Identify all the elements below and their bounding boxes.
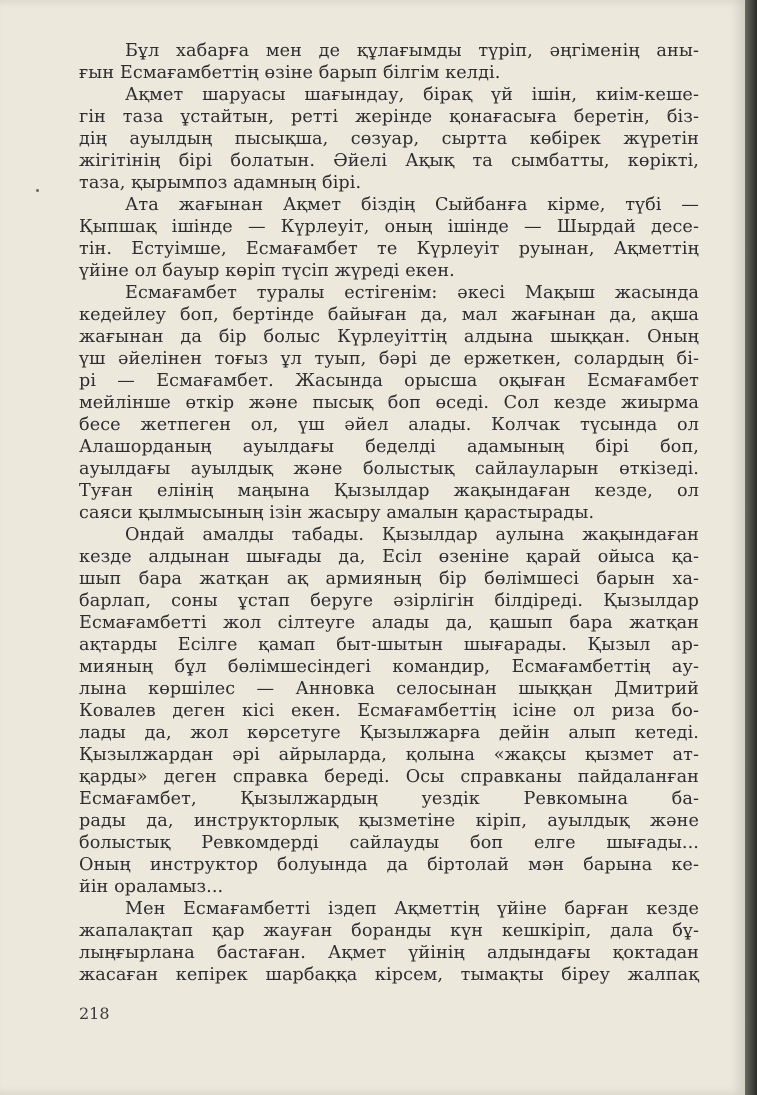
text-line: Алашорданың ауылдағы беделді адамының бірі боп, <box>79 437 699 457</box>
text-line: лына көршілес — Анновка селосынан шыққан Дмитрий <box>79 679 699 699</box>
text-line: Ондай амалды табады. Қызылдар аулына жақындаған <box>125 525 699 545</box>
text-line: жасаған кепірек шарбаққа кірсем, тымақты біреу жалпақ <box>79 965 699 985</box>
text-line: жігітінің бірі болатын. Әйелі Ақық та сымбатты, көрікті, <box>79 151 699 171</box>
text-line: Оның инструктор болуында да біртолай мән барына ке- <box>79 855 699 875</box>
paragraph <box>79 194 699 282</box>
paragraph <box>79 40 699 84</box>
paragraph <box>79 282 699 524</box>
text-line: Бұл хабарға мен де құлағымды түріп, әңгіменің аны- <box>125 41 699 61</box>
text-line: үш әйелінен тоғыз ұл туып, бәрі де ержеткен, солардың бі- <box>79 349 699 369</box>
paragraph <box>79 84 699 194</box>
paper-speck <box>36 189 39 192</box>
text-line: бесе жетпеген ол, үш әйел алады. Колчак түсында ол <box>79 415 699 435</box>
text-line: ақтарды Есілге қамап быт-шытын шығарады. Қызыл ар- <box>79 635 699 655</box>
text-line: шып бара жатқан ақ армияның бір бөлімшесі барын ха- <box>79 569 699 589</box>
text-line: үйіне ол бауыр көріп түсіп жүреді екен. <box>79 261 455 281</box>
text-line: жапалақтап қар жауған боранды күн кешкіріп, дала бұ- <box>79 921 699 941</box>
text-line: қарды» деген справка береді. Осы справканы пайдаланған <box>79 767 699 787</box>
text-line: лыңғырлана бастаған. Ақмет үйінің алдындағы қоктадан <box>79 943 699 963</box>
text-line: Қызылжардан әрі айрыларда, қолына «жақсы қызмет ат- <box>79 745 699 765</box>
text-line: гін таза ұстайтын, ретті жерінде қонағасыға беретін, біз- <box>79 107 699 127</box>
text-line: Есмағамбет, Қызылжардың уездік Ревкомына ба- <box>79 789 699 809</box>
text-line: кедейлеу боп, бертінде байыған да, мал жағынан да, ақша <box>79 305 699 325</box>
book-spine-edge <box>745 0 757 1095</box>
text-line: тін. Естуімше, Есмағамбет те Күрлеуіт руынан, Ақметтің <box>79 239 699 259</box>
text-line: рады да, инструкторлық қызметіне кіріп, ауылдық және <box>79 811 699 831</box>
paragraph <box>79 524 699 898</box>
text-line: ғын Есмағамбеттің өзіне барып білгім келді. <box>79 63 501 83</box>
text-line: Туған елінің маңына Қызылдар жақындаған кезде, ол <box>79 481 699 501</box>
text-line: жағынан да бір болыс Күрлеуіттің алдына шыққан. Оның <box>79 327 699 347</box>
text-line: Ковалев деген кісі екен. Есмағамбеттің ісіне ол риза бо- <box>79 701 699 721</box>
text-line: ауылдағы ауылдық және болыстық сайлауларын өткізеді. <box>79 459 699 479</box>
text-line: Қыпшақ ішінде — Күрлеуіт, оның ішінде — Шырдай десе- <box>79 217 699 237</box>
page-number: 218 <box>79 1004 110 1023</box>
text-line: Ақмет шаруасы шағындау, бірақ үй ішін, киім-кеше- <box>125 85 699 105</box>
text-line: мияның бұл бөлімшесіндегі командир, Есмағамбеттің ау- <box>79 657 699 677</box>
text-line: лады да, жол көрсетуге Қызылжарға дейін алып кетеді. <box>79 723 699 743</box>
text-line: рі — Есмағамбет. Жасында орысша оқыған Есмағамбет <box>79 371 699 391</box>
paragraph <box>79 898 699 986</box>
text-line: таза, қырымпоз адамның бірі. <box>79 173 362 193</box>
text-line: барлап, соны ұстап беруге әзірлігін білдіреді. Қызылдар <box>79 591 699 611</box>
text-line: йін ораламыз... <box>79 877 224 897</box>
text-line: мейлінше өткір және пысық боп өседі. Сол кезде жиырма <box>79 393 699 413</box>
text-line: дің ауылдың пысықша, сөзуар, сыртта көбірек жүретін <box>79 129 699 149</box>
text-line: Мен Есмағамбетті іздеп Ақметтің үйіне барған кезде <box>125 899 699 919</box>
text-line: саяси қылмысының ізін жасыру амалын қарастырады. <box>79 503 595 523</box>
text-line: Есмағамбетті жол сілтеуге алады да, қашып бара жатқан <box>79 613 699 633</box>
text-line: Есмағамбет туралы естігенім: әкесі Мақыш жасында <box>125 283 699 303</box>
text-line: кезде алдынан шығады да, Есіл өзеніне қарай ойыса қа- <box>79 547 699 567</box>
text-line: Ата жағынан Ақмет біздің Сыйбанға кірме, түбі — <box>125 195 699 215</box>
body-text <box>79 40 699 986</box>
text-line: болыстық Ревкомдерді сайлауды боп елге шығады... <box>79 833 699 853</box>
